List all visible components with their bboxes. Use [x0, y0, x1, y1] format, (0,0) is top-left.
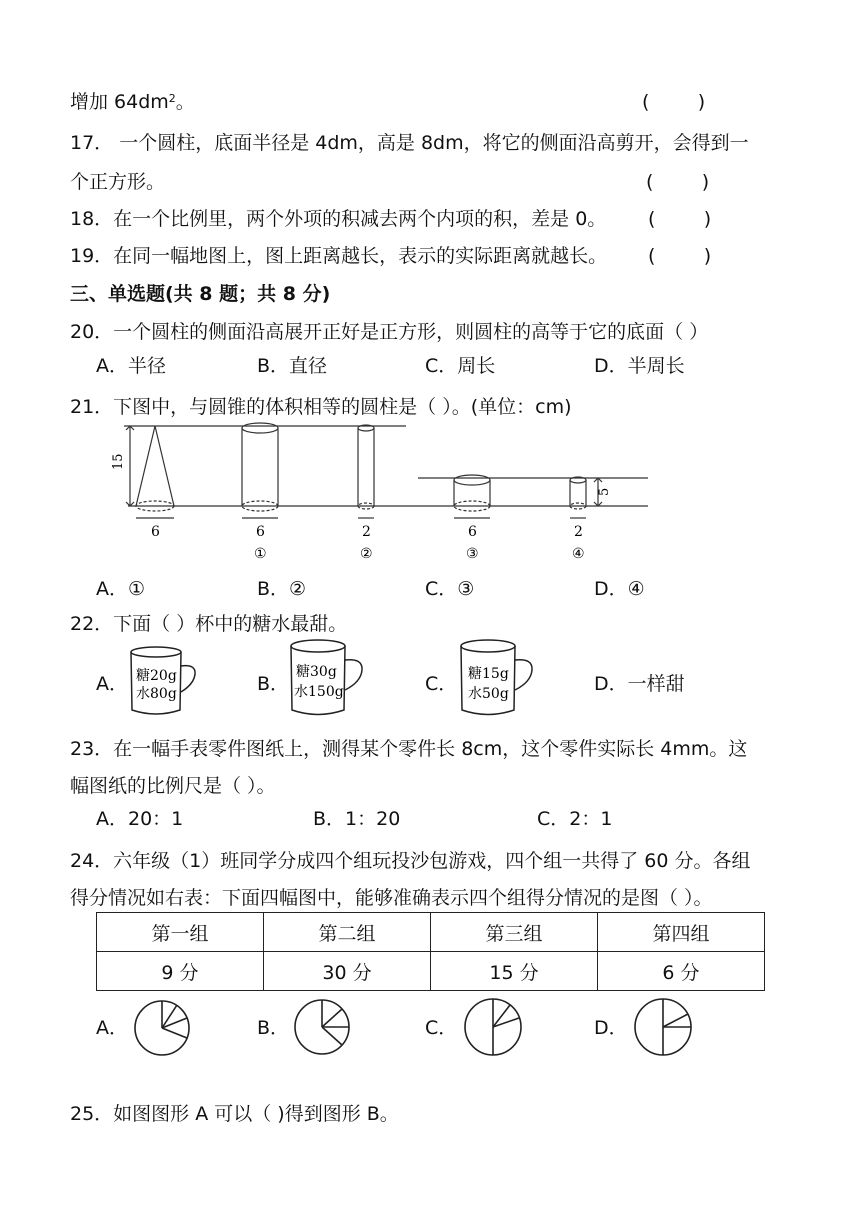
q23-option-c[interactable]: C．2：1 — [537, 808, 613, 830]
q21-label-n1: ① — [254, 546, 267, 562]
q24-pie-a[interactable] — [132, 998, 192, 1058]
q22-cup-a-line1: 糖20g — [136, 668, 177, 684]
q22-cup-a-line2: 水80g — [136, 686, 177, 702]
q21-label-h5: 5 — [597, 487, 612, 496]
q18-text: 18．在一个比例里，两个外项的积减去两个内项的积，差是 0。 — [70, 208, 607, 230]
q24-pie-d[interactable] — [632, 996, 694, 1058]
table-cell: 9 分 — [97, 952, 264, 991]
q23-line1: 23．在一幅手表零件图纸上，测得某个零件长 8cm，这个零件实际长 4mm。这 — [70, 738, 748, 760]
section-heading: 三、单选题(共 8 题；共 8 分) — [70, 283, 331, 305]
q20-option-b[interactable]: B．直径 — [257, 355, 328, 377]
q22-cup-b-line1: 糖30g — [296, 664, 337, 680]
q23-option-a[interactable]: A．20：1 — [96, 808, 184, 830]
q22-option-d[interactable]: D．一样甜 — [594, 673, 685, 695]
q21-label-dcone: 6 — [151, 524, 160, 540]
q16-tail: 增加 $64dm^2$。 — [70, 91, 195, 113]
q24-line1: 24．六年级（1）班同学分成四个组玩投沙包游戏，四个组一共得了 60 分。各组 — [70, 850, 751, 872]
q21-label-d4: 2 — [574, 524, 583, 540]
q22-option-c-label[interactable]: C． — [425, 673, 458, 695]
q21-option-d[interactable]: D．④ — [594, 578, 645, 600]
q22-cup-b-line2: 水150g — [294, 684, 344, 700]
q22-cup-b[interactable] — [288, 636, 368, 722]
q21-option-b[interactable]: B．② — [257, 578, 307, 600]
q21-label-d2: 2 — [362, 524, 371, 540]
q22-option-a-label[interactable]: A． — [96, 673, 128, 695]
table-header-cell: 第三组 — [431, 913, 598, 952]
q24-option-b-label[interactable]: B． — [257, 1017, 290, 1039]
q23-option-b[interactable]: B．1：20 — [313, 808, 401, 830]
q21-text: 21．下图中，与圆锥的体积相等的圆柱是（ ）。(单位：cm) — [70, 396, 572, 418]
q22-cup-c-line2: 水50g — [468, 686, 509, 702]
q24-line2: 得分情况如右表：下面四幅图中，能够准确表示四个组得分情况的是图（ ）。 — [70, 887, 713, 909]
q20-text: 20．一个圆柱的侧面沿高展开正好是正方形，则圆柱的高等于它的底面（ ） — [70, 321, 709, 343]
q18-answer-blank[interactable]: ( ) — [648, 208, 712, 230]
q24-option-c-label[interactable]: C． — [425, 1017, 458, 1039]
q22-text: 22．下面（ ）杯中的糖水最甜。 — [70, 613, 348, 635]
table-header-cell: 第一组 — [97, 913, 264, 952]
table-header-cell: 第二组 — [264, 913, 431, 952]
q20-option-c[interactable]: C．周长 — [425, 355, 496, 377]
q21-label-d3: 6 — [468, 524, 477, 540]
table-cell: 15 分 — [431, 952, 598, 991]
q24-option-a-label[interactable]: A． — [96, 1017, 128, 1039]
q20-option-a[interactable]: A．半径 — [96, 355, 166, 377]
table-header-cell: 第四组 — [598, 913, 765, 952]
q17-answer-blank[interactable]: ( ) — [646, 171, 710, 193]
q20-option-d[interactable]: D．半周长 — [594, 355, 685, 377]
q24-option-d-label[interactable]: D． — [594, 1017, 628, 1039]
table-header-row — [97, 913, 765, 952]
q24-score-table — [96, 912, 765, 991]
q25-text: 25．如图图形 A 可以（ )得到图形 B。 — [70, 1103, 399, 1125]
q21-figure — [108, 418, 648, 568]
q22-cup-a[interactable] — [128, 644, 200, 720]
q24-pie-b[interactable] — [292, 996, 352, 1058]
q21-option-c[interactable]: C．③ — [425, 578, 475, 600]
q22-option-b-label[interactable]: B． — [257, 673, 290, 695]
q21-label-n3: ③ — [466, 546, 479, 562]
q21-label-d1: 6 — [256, 524, 265, 540]
q23-line2: 幅图纸的比例尺是（ ）。 — [70, 775, 276, 797]
q16-answer-blank[interactable]: ( ) — [642, 91, 706, 113]
q24-pie-c[interactable] — [462, 996, 524, 1058]
q21-label-h15: 15 — [111, 453, 126, 470]
table-cell: 30 分 — [264, 952, 431, 991]
q21-label-n2: ② — [360, 546, 373, 562]
q21-label-n4: ④ — [572, 546, 585, 562]
table-row — [97, 952, 765, 991]
q19-text: 19．在同一幅地图上，图上距离越长，表示的实际距离就越长。 — [70, 245, 608, 267]
q22-cup-c[interactable] — [458, 636, 538, 722]
q21-option-a[interactable]: A．① — [96, 578, 146, 600]
table-cell: 6 分 — [598, 952, 765, 991]
q22-cup-c-line1: 糖15g — [468, 666, 509, 682]
q17-line2: 个正方形。 — [70, 171, 166, 193]
q17-line1: 17． 一个圆柱，底面半径是 4dm，高是 8dm，将它的侧面沿高剪开，会得到一 — [70, 132, 749, 154]
q19-answer-blank[interactable]: ( ) — [648, 245, 712, 267]
